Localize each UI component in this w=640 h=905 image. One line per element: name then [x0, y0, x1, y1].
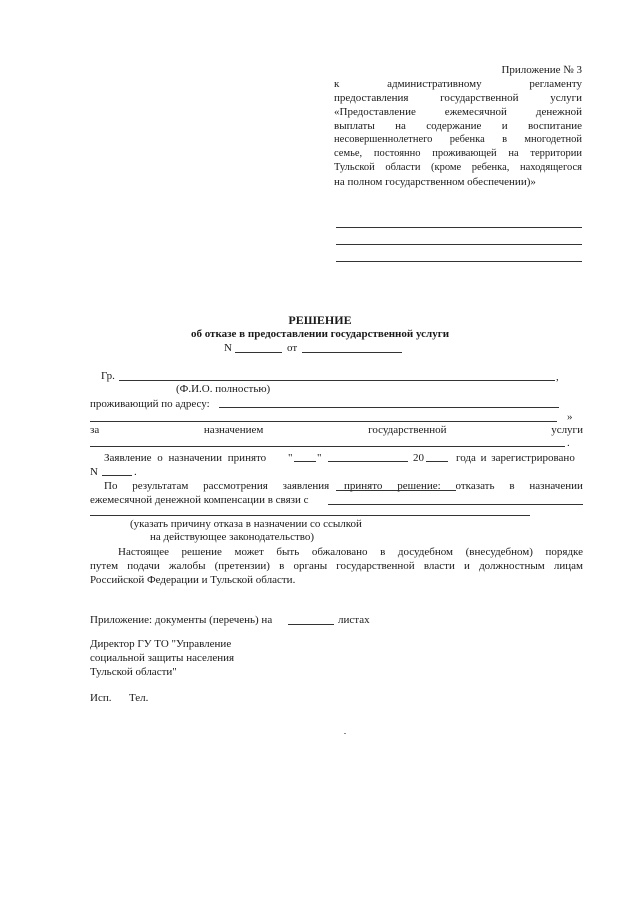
year-prefix: 20: [413, 452, 424, 464]
decision-word: принято: [344, 480, 383, 492]
decision-title: РЕШЕНИЕ: [288, 313, 352, 327]
decision-word: результатам: [132, 480, 189, 492]
decision-date-field: [302, 352, 402, 353]
appendix-line: выплаты на содержание и воспитание: [334, 120, 582, 132]
purpose-end: .: [567, 437, 570, 449]
decision-underline: [336, 490, 456, 491]
decision-line-2: ежемесячной денежной компенсации в связи с: [90, 494, 309, 506]
address-end: »: [567, 411, 573, 423]
registration-number-field: [102, 475, 132, 476]
decision-word: заявления: [282, 480, 330, 492]
decision-number-label: N: [224, 342, 232, 354]
appendix-line: предоставления государственной услуги: [334, 92, 582, 104]
appeal-line: [90, 559, 583, 573]
reason-hint: на действующее законодательство): [150, 531, 315, 543]
reason-field-2: [90, 515, 530, 516]
purpose-word: за: [90, 424, 100, 436]
phone-label: Тел.: [129, 692, 149, 704]
quote-open: ": [288, 452, 293, 464]
registration-number-end: .: [134, 466, 137, 478]
decision-word: По: [104, 480, 118, 492]
appendix-line: несовершеннолетнего ребенка в многодетной: [334, 134, 582, 145]
citizen-label: Гр.: [101, 370, 115, 382]
application-month-field: [328, 461, 408, 462]
purpose-word: услуги: [551, 424, 583, 436]
purpose-word: назначением: [203, 424, 264, 436]
purpose-line: [90, 423, 583, 437]
purpose-word: государственной: [368, 424, 447, 436]
appendix-title: Приложение № 3: [501, 64, 582, 76]
attachment-text: Приложение: документы (перечень) на: [90, 614, 273, 626]
appendix-text: [334, 77, 582, 189]
decision-word: отказать: [455, 480, 495, 492]
purpose-field: [90, 446, 565, 447]
appeal-text-3: Российской Федерации и Тульской области.: [90, 574, 296, 586]
attachment-pages-label: листах: [338, 614, 370, 626]
registration-number-label: N: [90, 466, 98, 478]
application-text: Заявление о назначении принято: [104, 452, 267, 464]
signature-block: [90, 637, 234, 679]
addressee-line: [336, 244, 582, 245]
addressee-line: [336, 227, 582, 228]
reason-field: [328, 504, 583, 505]
appeal-line: [118, 545, 583, 559]
citizen-end: ,: [556, 371, 559, 383]
application-year-field: [426, 461, 448, 462]
address-field-2: [90, 421, 557, 422]
signature-line: Директор ГУ ТО "Управление: [90, 638, 232, 650]
executor-label: Исп.: [90, 692, 112, 704]
decision-word: назначении: [529, 480, 583, 492]
appendix-line: к административному регламенту: [334, 78, 582, 90]
quote-close: ": [317, 452, 322, 464]
appendix-line: на полном государственном обеспечении)»: [334, 176, 536, 188]
address-field: [219, 407, 559, 408]
decision-word: рассмотрения: [203, 480, 268, 492]
address-label: проживающий по адресу:: [90, 398, 210, 410]
fio-hint: (Ф.И.О. полностью): [176, 383, 271, 395]
appeal-text-1: Настоящее решение может быть обжаловано в досудебном (внесудебном) порядке: [118, 546, 583, 558]
addressee-line: [336, 261, 582, 262]
decision-subtitle: об отказе в предоставлении государственной услуги: [190, 328, 450, 340]
scan-dot: [344, 733, 346, 734]
decision-word: в: [509, 480, 515, 492]
appendix-line: «Предоставление ежемесячной денежной: [334, 106, 582, 118]
signature-line: Тульской области": [90, 666, 177, 678]
appeal-text-2: путем подачи жалобы (претензии) в органы государственной власти и должностным лицам: [90, 560, 583, 572]
appendix-line: Тульской области (кроме ребенка, находящегося: [334, 162, 582, 173]
decision-date-label: от: [287, 342, 298, 354]
reason-hint: (указать причину отказа в назначении со ссылкой: [130, 518, 362, 530]
decision-word: решение:: [397, 480, 441, 492]
registered-text: года и зарегистрировано: [456, 452, 575, 464]
attachment-pages-field: [288, 624, 334, 625]
citizen-name-field: [119, 380, 555, 381]
appendix-line: семье, постоянно проживающей на территории: [334, 148, 582, 159]
signature-line: социальной защиты населения: [90, 652, 235, 664]
decision-number-field: [235, 352, 282, 353]
application-day-field: [294, 461, 316, 462]
